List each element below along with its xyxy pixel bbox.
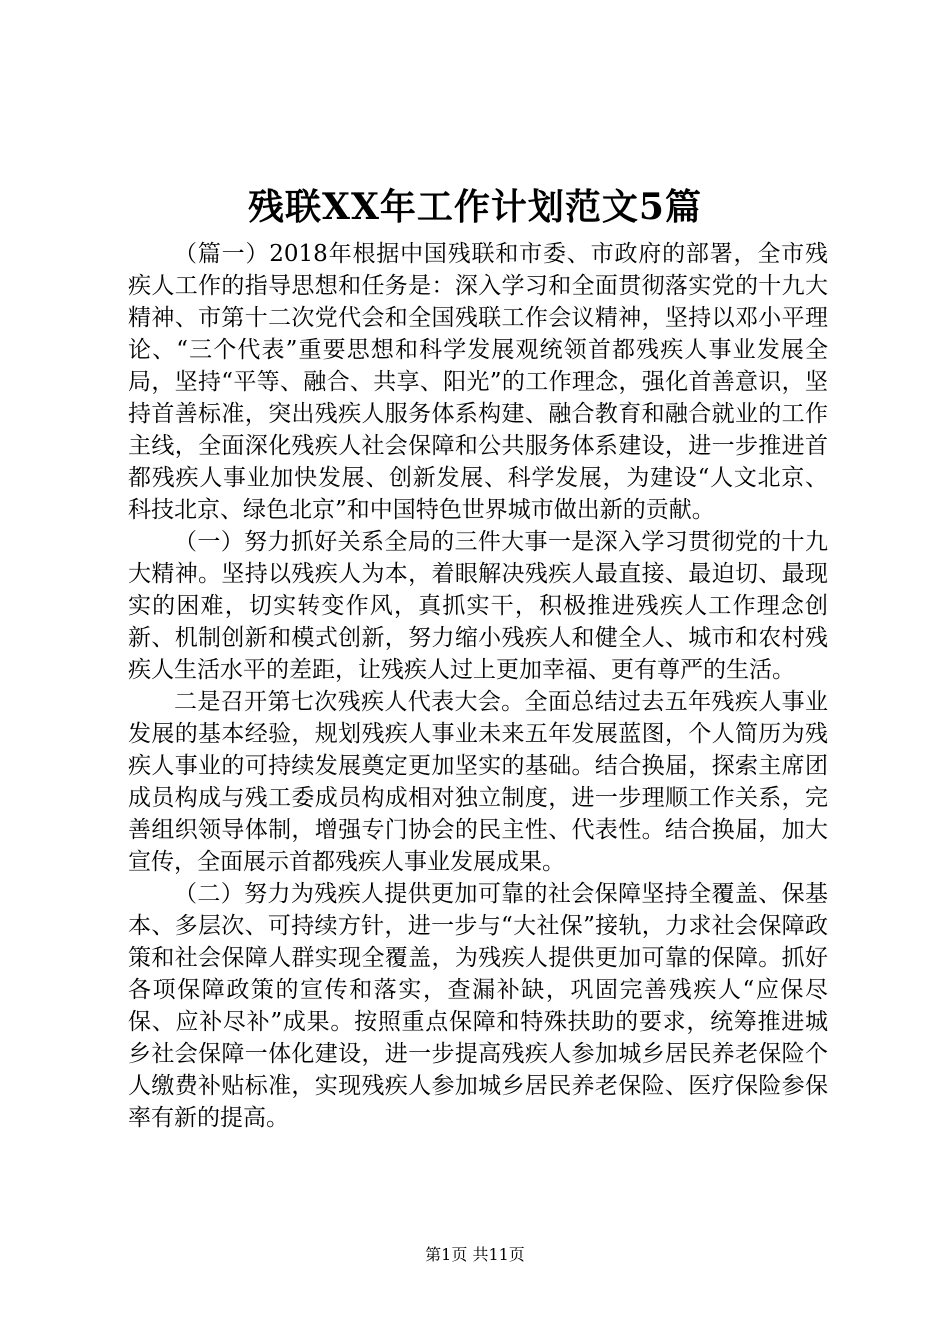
document-body: [128, 238, 828, 1134]
page-footer: 第1页 共11页: [425, 1245, 525, 1264]
paragraph-3: 二是召开第七次残疾人代表大会。全面总结过去五年残疾人事业发展的基本经验，规划残疾人事业未来五年发展蓝图，个人简历为残疾人事业的可持续发展奠定更加坚实的基础。结合换届，探索主席团成员构成与残工委成员构成相对独立制度，进一步理顺工作关系，完善组织领导体制，增强专门协会的民主性、代表性。结合换届，加大宣传，全面展示首都残疾人事业发展成果。: [128, 689, 828, 875]
paragraph-2: （一）努力抓好关系全局的三件大事一是深入学习贯彻党的十九大精神。坚持以残疾人为本，着眼解决残疾人最直接、最迫切、最现实的困难，切实转变作风，真抓实干，积极推进残疾人工作理念创新、机制创新和模式创新，努力缩小残疾人和健全人、城市和农村残疾人生活水平的差距，让残疾人过上更加幸福、更有尊严的生活。: [128, 529, 828, 683]
paragraph-4: （二）努力为残疾人提供更加可靠的社会保障坚持全覆盖、保基本、多层次、可持续方针，进一步与“大社保”接轨，力求社会保障政策和社会保障人群实现全覆盖，为残疾人提供更加可靠的保障。抓好各项保障政策的宣传和落实，查漏补缺，巩固完善残疾人“应保尽保、应补尽补”成果。按照重点保障和特殊扶助的要求，统筹推进城乡社会保障一体化建设，进一步提高残疾人参加城乡居民养老保险个人缴费补贴标准，实现残疾人参加城乡居民养老保险、医疗保险参保率有新的提高。: [128, 881, 828, 1131]
paragraph-1: （篇一）2018年根据中国残联和市委、市政府的部署，全市残疾人工作的指导思想和任务是：深入学习和全面贯彻落实党的十九大精神、市第十二次党代会和全国残联工作会议精神，坚持以邓小平理论、“三个代表”重要思想和科学发展观统领首都残疾人事业发展全局，坚持“平等、融合、共享、阳光”的工作理念，强化首善意识，坚持首善标准，突出残疾人服务体系构建、融合教育和融合就业的工作主线，全面深化残疾人社会保障和公共服务体系建设，进一步推进首都残疾人事业加快发展、创新发展、科学发展，为建设“人文北京、科技北京、绿色北京”和中国特色世界城市做出新的贡献。: [128, 241, 828, 523]
page-title: 残联XX年工作计划范文5篇: [248, 186, 702, 229]
